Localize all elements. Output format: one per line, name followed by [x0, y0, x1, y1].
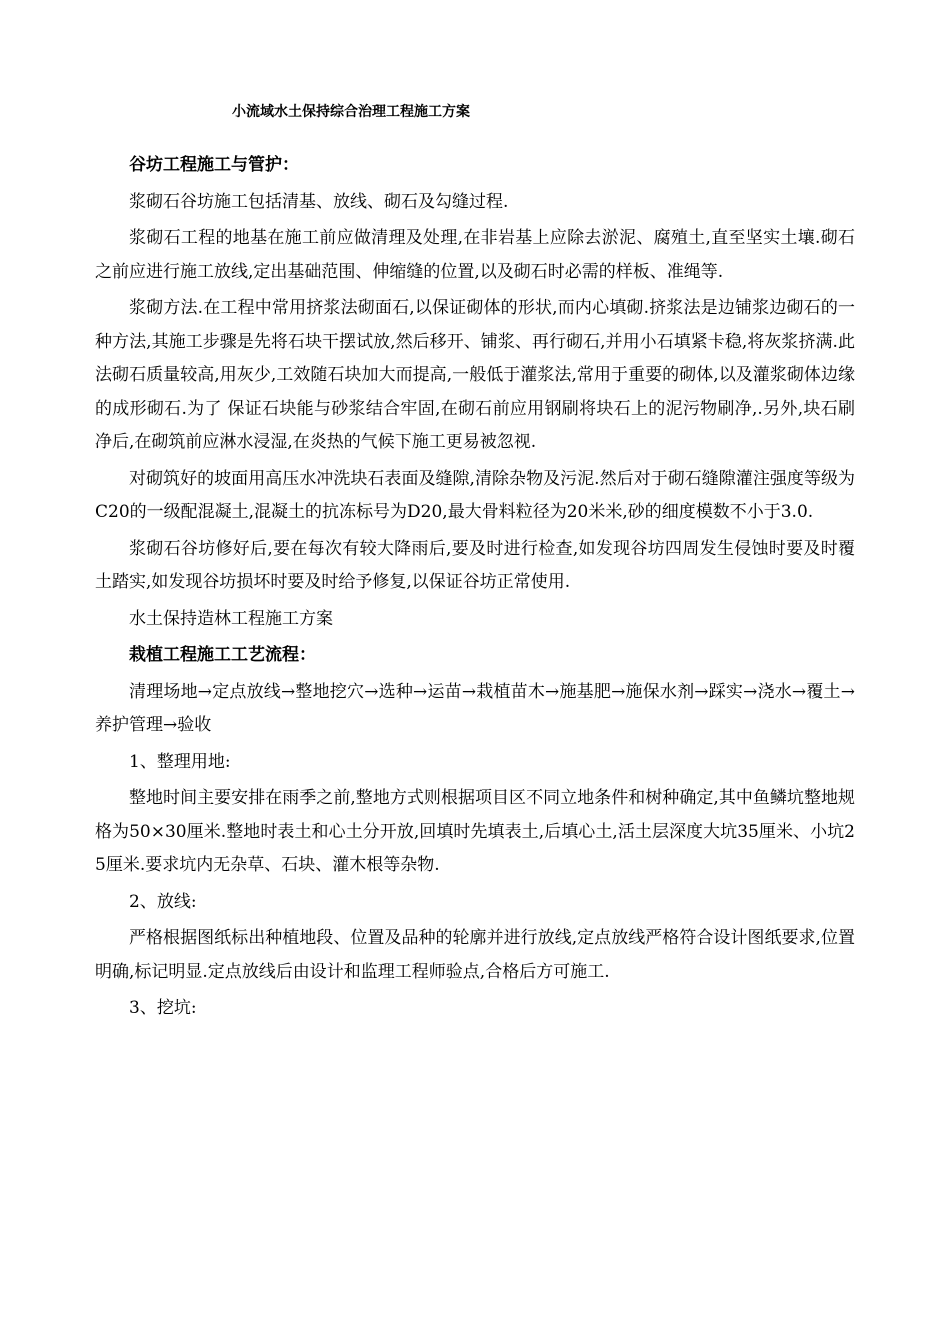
section-heading-check-dam: 谷坊工程施工与管护：: [129, 155, 299, 175]
section-title-afforestation: 水土保持造林工程施工方案: [129, 608, 333, 629]
paragraph: 严格根据图纸标出种植地段、位置及品种的轮廓并进行放线,定点放线严格符合设计图纸要求,位置明确,标记明显.定点放线后由设计和监理工程师验点,合格后方可施工.: [95, 928, 855, 982]
paragraph: 浆砌石谷坊修好后,要在每次有较大降雨后,要及时进行检查,如发现谷坊四周发生侵蚀时要及时覆土踏实,如发现谷坊损坏时要及时给予修复,以保证谷坊正常使用.: [95, 538, 855, 592]
section-heading-planting-process: 栽植工程施工工艺流程：: [129, 645, 316, 665]
document-title: 小流域水土保持综合治理工程施工方案: [232, 104, 470, 120]
subheading-layout: 2、放线:: [129, 891, 197, 912]
paragraph: 浆砌石谷坊施工包括清基、放线、砌石及勾缝过程.: [129, 191, 509, 212]
process-flow: 清理场地→定点放线→整地挖穴→选种→运苗→栽植苗木→施基肥→施保水剂→踩实→浇水→覆土→养护管理→验收: [95, 681, 855, 735]
paragraph: 整地时间主要安排在雨季之前,整地方式则根据项目区不同立地条件和树种确定,其中鱼鳞坑整地规格为50×30厘米.整地时表土和心土分开放,回填时先填表土,后填心土,活土层深度大坑35厘米、小坑25厘米.要求坑内无杂草、石块、灌木根等杂物.: [95, 788, 855, 875]
document-body: [95, 149, 855, 1026]
paragraph: 浆砌方法.在工程中常用挤浆法砌面石,以保证砌体的形状,而内心填砌.挤浆法是边铺浆边砌石的一种方法,其施工步骤是先将石块干摆试放,然后移开、铺浆、再行砌石,并用小石填紧卡稳,将灰浆挤满.此法砌石质量较高,用灰少,工效随石块加大而提高,一般低于灌浆法,常用于重要的砌体,以及灌浆砌体边缘的成形砌石.为了 保证石块能与砂浆结合牢固,在砌石前应用钢刷将块石上的泥污物刷净,.另外,块石刷净后,在砌筑前应淋水浸湿,在炎热的气候下施工更易被忽视.: [95, 298, 855, 452]
subheading-digging: 3、挖坑:: [129, 998, 197, 1018]
paragraph: 浆砌石工程的地基在施工前应做清理及处理,在非岩基上应除去淤泥、腐殖土,直至坚实土壤.砌石之前应进行施工放线,定出基础范围、伸缩缝的位置,以及砌石时必需的样板、准绳等.: [95, 228, 855, 282]
subheading-land-prep: 1、整理用地:: [129, 751, 231, 772]
paragraph: 对砌筑好的坡面用高压水冲洗块石表面及缝隙,清除杂物及污泥.然后对于砌石缝隙灌注强度等级为C20的一级配混凝土,混凝土的抗冻标号为D20,最大骨料粒径为20米米,砂的细度模数不小于3.0.: [95, 468, 855, 522]
